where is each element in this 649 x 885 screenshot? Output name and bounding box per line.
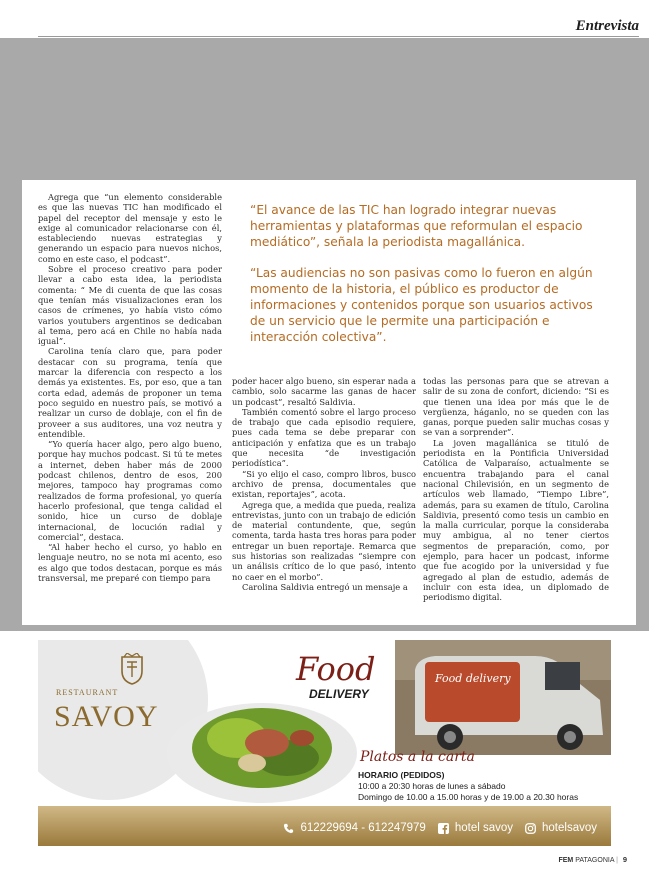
delivery-heading: DELIVERY [309,687,369,701]
paragraph: “Al haber hecho el curso, yo hablo en lenguaje neutro, no se nota mi acento, eso es algo que todos destacan, porque es más transversal, me preparé con tiempo para [38,542,222,583]
instagram-icon [525,823,536,834]
section-title: Entrevista [575,18,639,34]
pull-quotes [250,202,610,360]
pull-quote: “El avance de las TIC han logrado integrar nuevas herramientas y plataformas que reformulan el espacio mediático”, señala la periodista magallánica. [250,203,583,250]
crest-icon [118,653,146,685]
delivery-van-image [395,640,611,755]
pull-quote: “Las audiencias no son pasivas como lo fueron en algún momento de la historia, el público es productor de informaciones y contenidos porque son usuarios activos de un servicio que le permite una participación e interacción colectiva”. [250,265,593,345]
paragraph: También comentó sobre el largo proceso de trabajo que cada episodio requiere, pues cada tema se debe preparar con anticipación y enfatiza que es un trabajo que necesita “de investigación periodística”. [232,406,416,469]
hours-details [358,781,578,803]
hours-title: HORARIO (PEDIDOS) [358,770,445,780]
food-heading: Food [296,650,376,688]
hours-line: Domingo de 10.00 a 15.00 horas y de 19.00 a 20.30 horas [358,792,579,802]
header-divider [38,36,639,37]
restaurant-name: SAVOY [54,700,159,733]
footer-magazine: PATAGONIA [575,857,615,864]
contact-info [283,822,597,834]
page-footer: FEM PATAGONIA | 9 [558,855,627,864]
paragraph: Agrega que, a medida que pueda, realiza entrevistas, junto con un trabajo de edición de material contundente, que, según comenta, tarda hasta tres horas para poder entregar un buen reportaje. Remarca que sus historias son realizadas “siempre con un análisis crítico de lo que pasó, intento no caer en el morbo”. [232,499,416,582]
paragraph: Carolina tenía claro que, para poder destacar con su programa, tenía que marcar la diferencia con respecto a los demás ya existentes. Es, por eso, que a tan corta edad, además de proponer un tema poco seguido en nuestro país, se motivó a realizar un curso de doblaje, con el fin de proveer a sus auditores, una voz neutra y entendible. [38,346,222,439]
paragraph: poder hacer algo bueno, sin esperar nada a cambio, solo sacarme las ganas de hacer un podcast”, resaltó Saldivia. [232,376,416,407]
article-body [22,180,636,625]
menu-heading: Platos a la carta [360,749,475,765]
instagram-handle: hotelsavoy [542,822,597,834]
page-number: 9 [622,855,627,864]
hours-line: 10:00 a 20:30 horas de lunes a sábado [358,781,506,791]
footer-brand: FEM [558,857,574,864]
article-column-2 [232,376,416,592]
phone-icon [283,823,294,834]
paragraph: Agrega que “un elemento considerable es que las nuevas TIC han modificado el papel del receptor del mensaje y esto le exige al comunicador relacionarse con él, estableciendo nuevas estrategias y generando un espacio para nuevos nichos, como en este caso, el podcast”. [38,192,222,264]
contact-bar [38,806,611,846]
paragraph: “Yo quería hacer algo, pero algo bueno, porque hay muchos podcast. Si tú te metes a internet, deben haber más de 2000 podcast chilenos, dentro de esos, 200 mejores, tampoco hay programas como realizados de forma profesional, yo quería hacerlo profesional, que tenga calidad el sonido, hice un curso de doblaje internacional, de locución radial y comercial”, destaca. [38,439,222,542]
paragraph: Sobre el proceso creativo para poder llevar a cabo esta idea, la periodista comenta: “ Me di cuenta de que las cosas que tenían más visualizaciones eran los casos de crímenes, yo había visto cómo varios youtubers argentinos se dedicaban al tema, pero acá en Chile no había nada igual”. [38,264,222,347]
paragraph: todas las personas para que se atrevan a salir de su zona de confort, diciendo: “Si es que tienen una idea por más que le de vergüenza, háganlo, no se queden con las ganas, porque pueden salir muchas cosas y se van a sorprender”. [423,376,609,438]
facebook-handle: hotel savoy [454,822,514,834]
paragraph: La joven magallánica se tituló de periodista en la Pontificia Universidad Católica de Valparaíso, actualmente se encuentra trabajando para el canal nacional Chilevisión, en un segmento de artículos web llamado, “Tiempo Libre”, además, para su examen de título, Carolina Saldivia, presentó como tesis un cambio en la malla curricular, porque la consideraba muy ambigua, al no tener ciertos segmentos de preparación, como, por ejemplo, para hacer un podcast, informe que fue acogido por la universidad y fue agregado al plan de estudio, además de incluir con esta idea, un diplomado de periodismo digital. [423,437,609,603]
savoy-advertisement [38,640,611,846]
facebook-icon [438,823,449,834]
phone-numbers: 612229694 - 612247979 [300,822,426,834]
article-column-3 [423,376,609,603]
svg-text:Food delivery: Food delivery [435,672,511,685]
restaurant-label: RESTAURANT [56,688,119,697]
paragraph: Carolina Saldivia entregó un mensaje a [242,581,408,592]
article-column-1 [38,192,222,583]
paragraph: “Si yo elijo el caso, compro libros, busco archivo de prensa, documentales que existan, reportajes”, acota. [232,468,416,500]
